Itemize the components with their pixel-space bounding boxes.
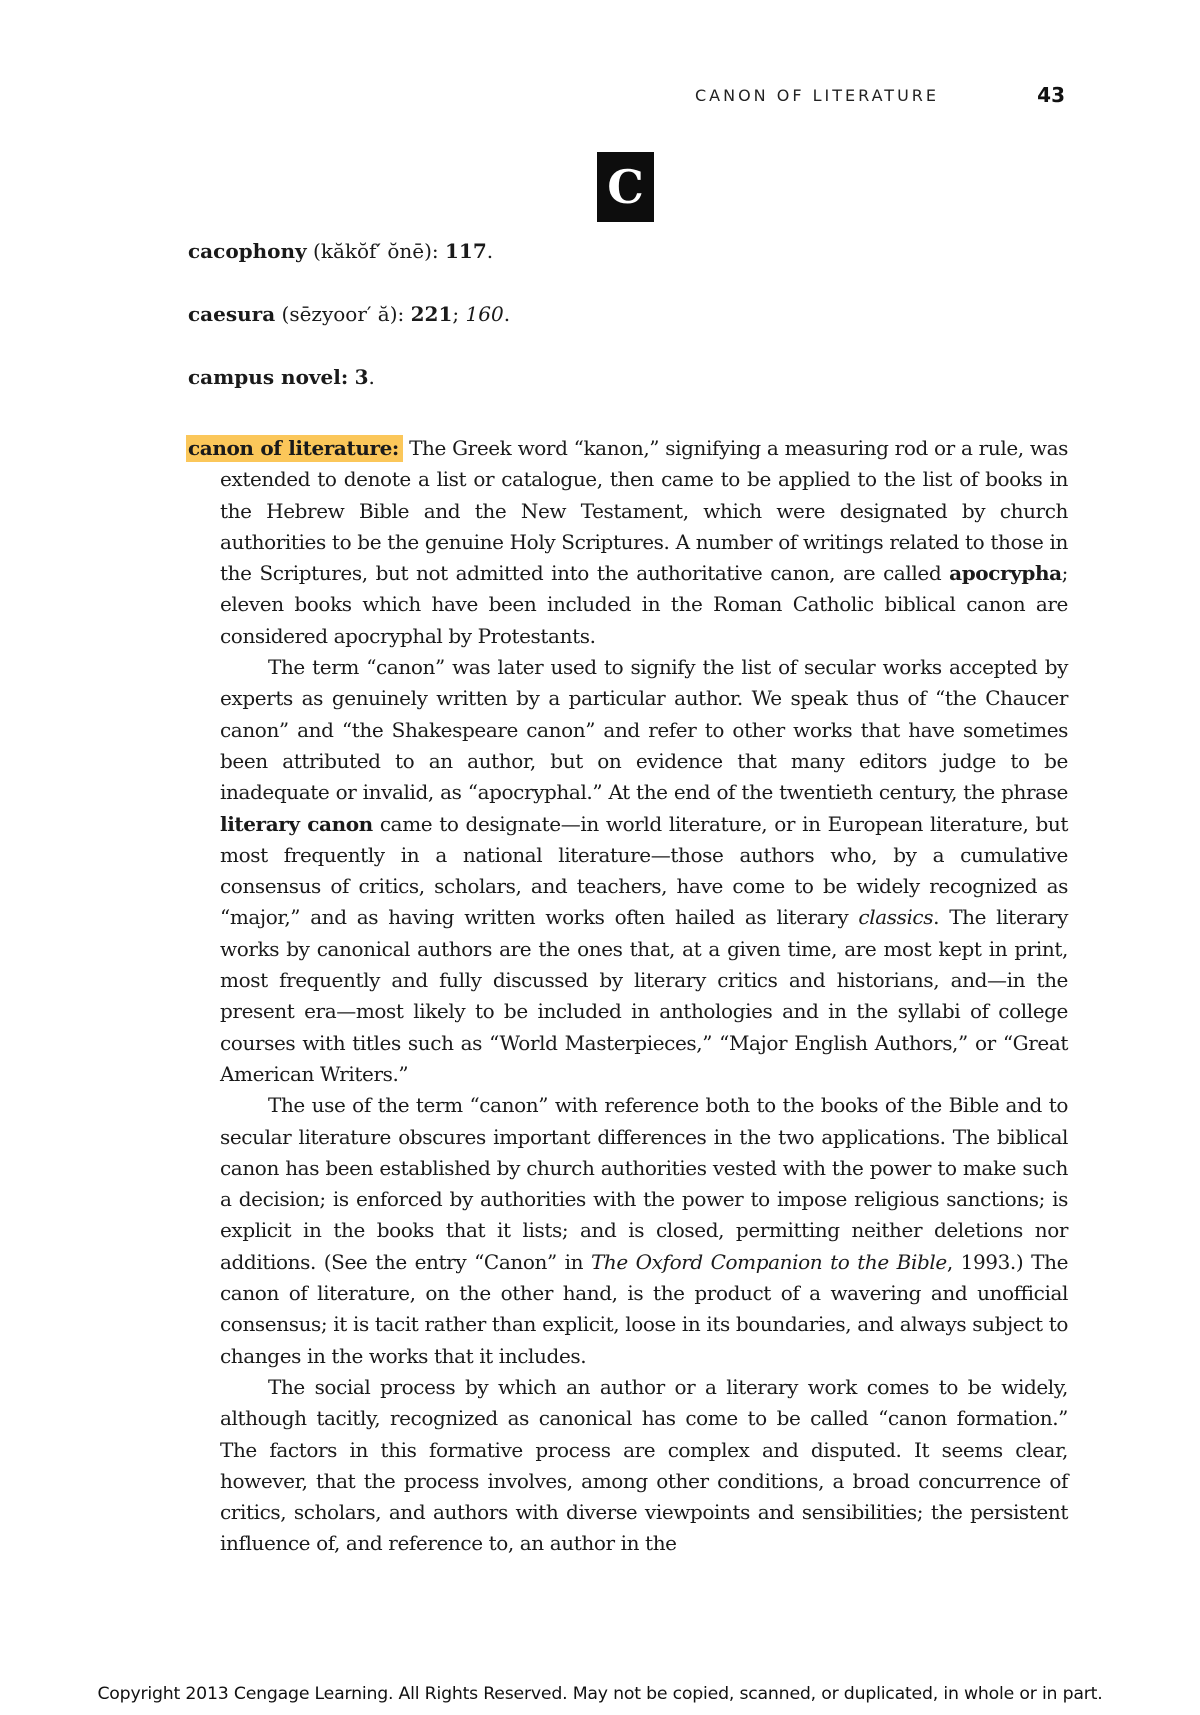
entry-page-ref: 3 [354,365,369,389]
paragraph-3 [188,1090,1068,1372]
paragraph-text: , 1993.) The canon of literature, on the other hand, is the product of a wavering and unofficial consensus; it is tacit rather than explicit, loose in its boundaries, and always subject to changes in the works that it includes. [220,1249,1069,1368]
section-letter: C [597,152,654,222]
paragraph-text: came to designate—in world literature, or in European literature, but most frequently in a national literature—those authors who, by a cumulative consensus of critics, scholars, and teachers, have come to be widely recognized as “major,” and as having written works often hailed as literary [220,811,1069,930]
highlighted-term: canon of literature: [186,435,403,462]
entry-pronunciation: (sēzyoor′ ă): [275,302,411,326]
entry-pronunciation: (kăkŏf′ ŏnē): [306,239,446,263]
running-title: CANON OF LITERATURE [695,86,940,105]
entry-term: cacophony [188,239,307,263]
paragraph-text: The term “canon” was later used to signify the list of secular works accepted by experts as genuinely written by a particular author. We speak thus of “the Chaucer canon” and “the Shakespeare canon” and refer to other works that have sometimes been attributed to an author, but on evidence that many editors judge to be inadequate or invalid, as “apocryphal.” At the end of the twentieth century, the phrase [220,655,1068,805]
entry-page-ref-italic: 160 [465,302,504,326]
glossary-entries [188,238,1068,427]
paragraph-4 [188,1372,1068,1560]
entry-caesura [188,301,1068,327]
entry-punct: . [368,365,375,389]
entry-page-ref: 221 [410,302,453,326]
paragraph-2 [188,652,1068,1090]
entry-ref-separator: ; [452,302,466,326]
paragraph-text: The Greek word “kanon,” signifying a measuring rod or a rule, was extended to denote a list or catalogue, then came to be applied to the list of books in the Hebrew Bible and the New Testament, which were designated by church authorities to be the genuine Holy Scriptures. A number of writings related to those in the Scriptures, but not admitted into the authoritative canon, are called [220,436,1068,586]
entry-campus-novel [188,364,1068,390]
entry-punct: . [486,239,494,263]
paragraph-text: The use of the term “canon” with reference both to the books of the Bible and to secular literature obscures important differences in the two applications. The biblical canon has been established by church authorities vested with the power to make such a decision; is enforced by authorities with the power to impose religious sanctions; is explicit in the books that it lists; and is closed, permitting neither deletions nor additions. (See the entry “Canon” in [220,1093,1068,1274]
entry-canon-of-literature [188,433,1068,1560]
paragraph-text: ; eleven books which have been included in the Roman Catholic biblical canon are considered apocryphal by Protestants. [220,561,1068,648]
paragraph-1 [188,433,1068,652]
entry-term: campus novel: [188,365,349,389]
bold-term-literary-canon: literary canon [220,811,373,836]
paragraph-text: . The literary works by canonical authors are the ones that, at a given time, are most kept in print, most frequently and fully discussed by literary critics and historians, and—in the present era—most likely to be included in anthologies and in the syllabi of college courses with titles such as “World Masterpieces,” “Major English Authors,” or “Great American Writers.” [220,905,1068,1086]
entry-cacophony [188,238,1068,264]
running-head [695,83,1065,112]
italic-term-classics: classics [858,905,934,930]
entry-term: caesura [188,302,276,326]
page-number: 43 [1037,83,1065,107]
copyright-footer: Copyright 2013 Cengage Learning. All Rights Reserved. May not be copied, scanned, or duplicated, in whole or in part. [97,1684,1103,1704]
paragraph-text: The social process by which an author or a literary work comes to be widely, although tacitly, recognized as canonical has come to be called “canon formation.” The factors in this formative process are complex and disputed. It seems clear, however, that the process involves, among other conditions, a broad concurrence of critics, scholars, and authors with diverse viewpoints and sensibilities; the persistent influence of, and reference to, an author in the [220,1374,1068,1556]
bold-term-apocrypha: apocrypha [949,561,1062,586]
entry-page-ref: 117 [445,239,487,263]
entry-punct: . [503,302,511,326]
italic-title-oxford-companion: The Oxford Companion to the Bible [590,1249,947,1274]
